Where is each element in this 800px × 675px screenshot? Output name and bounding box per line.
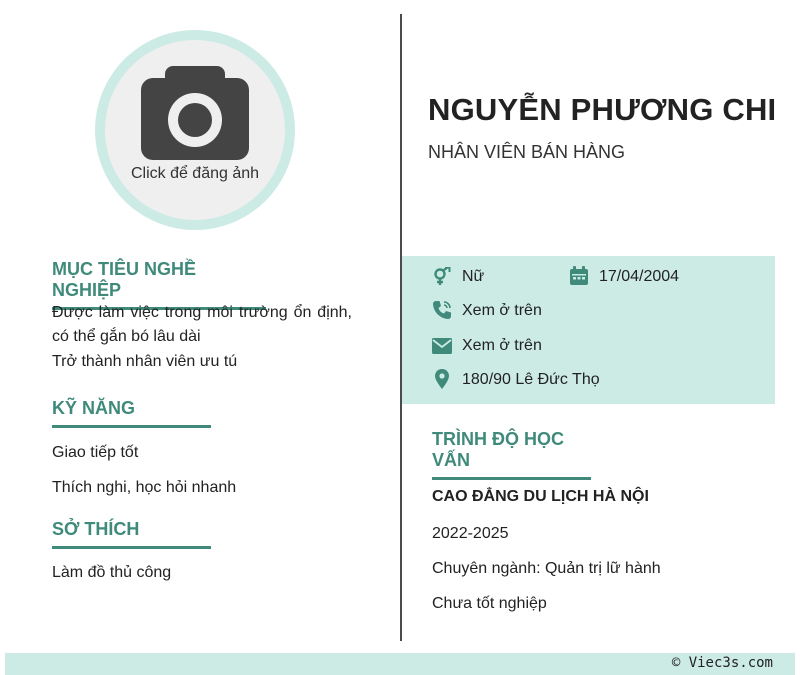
education-title: TRÌNH ĐỘ HỌC VẤN <box>432 429 591 480</box>
calendar-icon <box>569 266 589 286</box>
birthday-value: 17/04/2004 <box>599 268 680 285</box>
skills-title: KỸ NĂNG <box>52 398 211 428</box>
job-title: NHÂN VIÊN BÁN HÀNG <box>428 142 626 162</box>
camera-icon[interactable] <box>141 66 249 160</box>
hobbies-title: SỞ THÍCH <box>52 519 211 549</box>
email-value: Xem ở trên <box>462 337 542 354</box>
skill-item: Giao tiếp tốt <box>52 444 139 461</box>
photo-caption[interactable]: Click để đăng ảnh <box>130 165 260 182</box>
school-name: CAO ĐẲNG DU LỊCH HÀ NỘI <box>432 488 649 505</box>
gender-icon <box>432 267 452 287</box>
location-pin-icon <box>432 369 452 389</box>
address-value: 180/90 Lê Đức Thọ <box>462 371 600 388</box>
objective-text-2: Trở thành nhân viên ưu tú <box>52 353 238 370</box>
footer-credit[interactable]: © Viec3s.com <box>671 655 773 671</box>
graduation-status: Chưa tốt nghiệp <box>432 595 547 612</box>
phone-icon <box>432 300 452 320</box>
objective-text: Được làm việc trong môi trường ổn định, có thể gắn bó lâu dài <box>52 304 352 345</box>
major: Chuyên ngành: Quản trị lữ hành <box>432 560 661 577</box>
study-period: 2022-2025 <box>432 525 509 542</box>
skill-item: Thích nghi, học hỏi nhanh <box>52 479 237 496</box>
phone-value: Xem ở trên <box>462 302 542 319</box>
hobby-item: Làm đồ thủ công <box>52 564 172 581</box>
candidate-name: NGUYỄN PHƯƠNG CHI <box>428 92 777 127</box>
gender-value: Nữ <box>462 268 485 285</box>
email-icon <box>432 336 452 356</box>
objective-title: MỤC TIÊU NGHỀ NGHIỆP <box>52 259 266 310</box>
